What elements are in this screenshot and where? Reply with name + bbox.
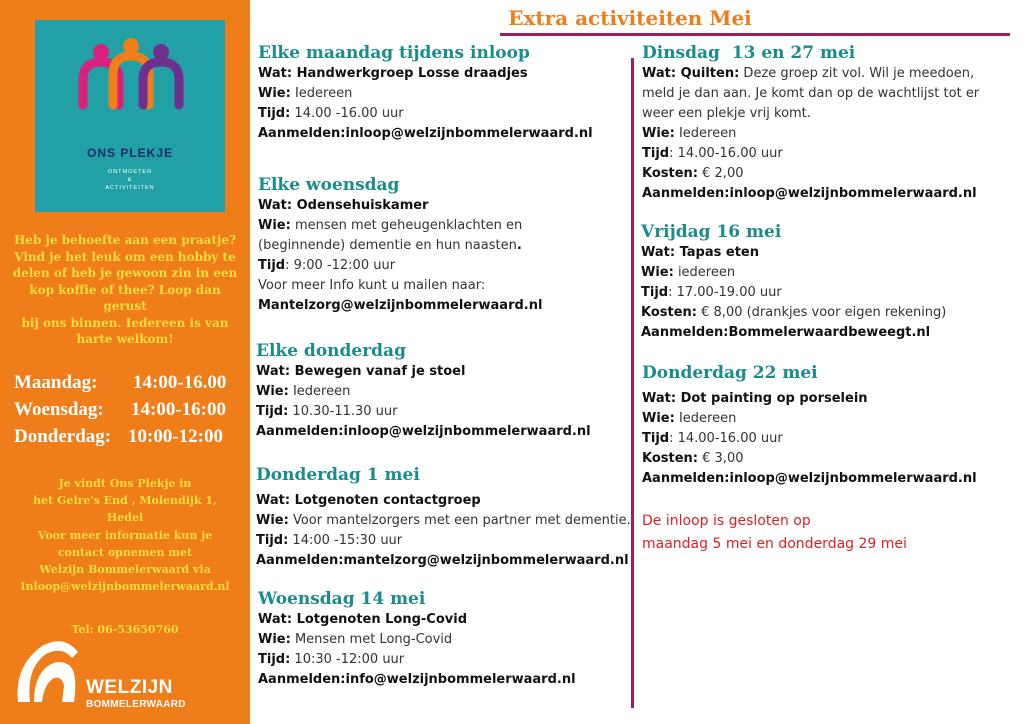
activity-who [258,630,576,650]
activity-who [256,511,631,531]
activity-cost [642,164,979,184]
org-name-sub: BOMMELERWAARD [86,699,186,710]
address-block [4,475,246,595]
time-label: Tijd [642,146,670,161]
section-heading: Elke donderdag [256,341,406,361]
activity-what [642,64,979,84]
activity-time [642,429,977,449]
section-donderdag-22-mei [642,362,977,489]
activity-what: Wat: Handwerkgroep Losse draadjes [258,66,528,81]
activity-what: Wat: Bewegen vanaf je stoel [256,364,466,379]
who-value-2-dot: . [516,238,522,253]
section-heading: Vrijdag 16 mei [641,222,782,242]
activity-what: Wat: Dot painting op porselein [642,391,868,406]
section-heading: Elke woensdag [258,175,400,195]
time-value: : 9:00 -12:00 uur [285,258,396,273]
intro-line: delen of heb je gewoon zin in een [12,266,238,280]
who-value: Iedereen [674,411,737,426]
sidebar [0,0,250,724]
logo-subtitle [35,168,225,192]
who-value: mensen met geheugenklachten en [290,218,523,233]
time-label: Tijd [642,431,670,446]
signup-email: Aanmelden:inloop@welzijnbommelerwaard.nl [258,126,593,141]
activity-time [641,283,946,303]
who-value: Iedereen [674,126,737,141]
section-donderdag-1-mei [256,464,631,571]
address-line: Voor meer informatie kun je [37,528,213,542]
activity-time [642,144,979,164]
intro-line: Heb je behoefte aan een praatje? [13,233,237,247]
signup-link: Aanmelden:Bommelerwaardbeweegt.nl [641,325,931,340]
intro-line: Vind je het leuk om een hobby te [14,249,236,264]
address-line: het Gelre's End , Molendijk 1, [33,494,217,508]
time-value: 10:30 -12:00 uur [290,652,405,667]
time-value: : 14.00-16.00 uur [669,146,783,161]
hours-day: Woensdag: [14,399,104,420]
who-label: Wie: [641,265,674,280]
section-woensdag [258,174,542,316]
section-heading: Dinsdag 13 en 27 mei [642,43,856,63]
time-label: Tijd: [258,106,291,121]
logo-sub-2: & [127,177,133,183]
activity-time [258,256,542,276]
notice-line: De inloop is gesloten op [642,513,811,529]
address-email: Inloop@welzijnbommelerwaard.nl [20,580,230,594]
hours-row [14,372,246,399]
activity-who [258,84,593,104]
section-heading: Donderdag 1 mei [256,465,420,485]
time-label: Tijd: [256,404,289,419]
who-value: iedereen [673,265,736,280]
cost-value: € 8,00 (drankjes voor eigen rekening) [697,305,947,320]
time-label: Tijd: [256,533,289,548]
signup-email: Mantelzorg@welzijnbommelerwaard.nl [258,298,543,313]
who-value: Mensen met Long-Covid [290,632,453,647]
time-value: 14.00 -16.00 uur [290,106,404,121]
who-value: Voor mantelzorgers met een partner met dementie. [288,513,631,528]
hours-day: Maandag: [14,372,98,393]
activity-time [258,650,576,670]
what-value: Deze groep zit vol. Wil je meedoen, [739,66,975,81]
logo-sub-3: ACTIVITEITEN [105,185,155,191]
time-label: Tijd [641,285,669,300]
time-value: : 14.00-16.00 uur [669,431,783,446]
activity-what-cont: meld je dan aan. Je komt dan op de wachtlijst tot er [642,86,980,101]
hours-time: 14:00-16:00 [131,399,226,420]
activity-time [256,402,591,422]
signup-email: Aanmelden:inloop@welzijnbommelerwaard.nl [256,424,591,439]
time-value: 14:00 -15:30 uur [288,533,403,548]
activity-who [256,382,591,402]
activity-time [256,531,631,551]
section-heading: Donderdag 22 mei [642,363,818,383]
org-name: WELZIJN [86,677,173,698]
section-maandag [258,42,593,144]
activity-cost [642,449,977,469]
cost-label: Kosten: [642,166,698,181]
section-heading: Elke maandag tijdens inloop [258,43,530,63]
who-label: Wie: [642,411,675,426]
telephone: Tel: 06-53650760 [71,623,179,636]
address-line: contact opnemen met [57,545,193,559]
intro-line: kop koffie of thee? Loop dan gerust [29,282,221,313]
who-label: Wie: [258,218,291,233]
signup-email: Aanmelden:inloop@welzijnbommelerwaard.nl [642,471,977,486]
logo-sub-1: ONTMOETEN [107,169,153,175]
signup-email: Aanmelden:mantelzorg@welzijnbommelerwaard.nl [256,553,629,568]
intro-line: bij ons binnen. Iedereen is van [21,315,229,330]
opening-hours [14,372,246,453]
activity-what: Wat: Lotgenoten Long-Covid [258,612,468,627]
who-value-2: (beginnende) dementie en hun naasten [258,238,517,253]
activity-who [642,124,979,144]
who-label: Wie: [256,384,289,399]
who-value: Iedereen [290,86,353,101]
info-text: Voor meer Info kunt u mailen naar: [258,278,486,293]
who-label: Wie: [258,86,291,101]
signup-email: Aanmelden:info@welzijnbommelerwaard.nl [258,672,576,687]
address-line: Hedel [106,511,144,525]
what-label: Wat: Quilten: [642,66,740,81]
activity-what: Wat: Odensehuiskamer [258,198,429,213]
hours-time: 10:00-12:00 [128,426,223,447]
time-value: : 17.00-19.00 uur [668,285,782,300]
cost-label: Kosten: [641,305,697,320]
hours-day: Donderdag: [14,426,112,447]
activity-what-cont: weer een plekje vrij komt. [642,106,811,121]
time-label: Tijd: [258,652,291,667]
welzijn-logo-icon [12,636,84,708]
activity-who [641,263,946,283]
cost-value: € 2,00 [698,166,744,181]
time-value: 10.30-11.30 uur [288,404,398,419]
notice-line: maandag 5 mei en donderdag 29 mei [642,536,907,552]
address-line: Je vindt Ons Plekje in [58,477,192,490]
signup-email: Aanmelden:inloop@welzijnbommelerwaard.nl [642,186,977,201]
hours-row [14,399,246,426]
activity-what: Wat: Lotgenoten contactgroep [256,493,481,508]
page-title: Extra activiteiten Mei [508,6,752,30]
cost-label: Kosten: [642,451,698,466]
activity-who-cont [258,236,542,256]
section-heading: Woensdag 14 mei [258,589,426,609]
section-vrijdag [641,221,946,343]
time-label: Tijd [258,258,286,273]
who-label: Wie: [642,126,675,141]
who-value: Iedereen [288,384,351,399]
address-line: Welzijn Bommelerwaard via [39,563,211,577]
who-label: Wie: [256,513,289,528]
activity-cost [641,303,946,323]
who-label: Wie: [258,632,291,647]
activity-what: Wat: Tapas eten [641,245,759,260]
cost-value: € 3,00 [698,451,744,466]
closure-notice [642,510,907,556]
hours-row [14,426,246,453]
intro-text [6,232,244,348]
title-divider [500,33,1010,36]
activity-who [642,409,977,429]
hours-time: 14:00-16.00 [133,372,227,393]
logo-title: ONS PLEKJE [86,146,174,160]
activity-who [258,216,542,236]
activity-time [258,104,593,124]
section-woensdag-14-mei [258,588,576,690]
ons-plekje-logo [35,20,225,212]
column-divider [631,58,634,708]
section-dinsdag [642,42,979,204]
section-donderdag [256,340,591,442]
intro-line: harte welkom! [76,332,174,346]
